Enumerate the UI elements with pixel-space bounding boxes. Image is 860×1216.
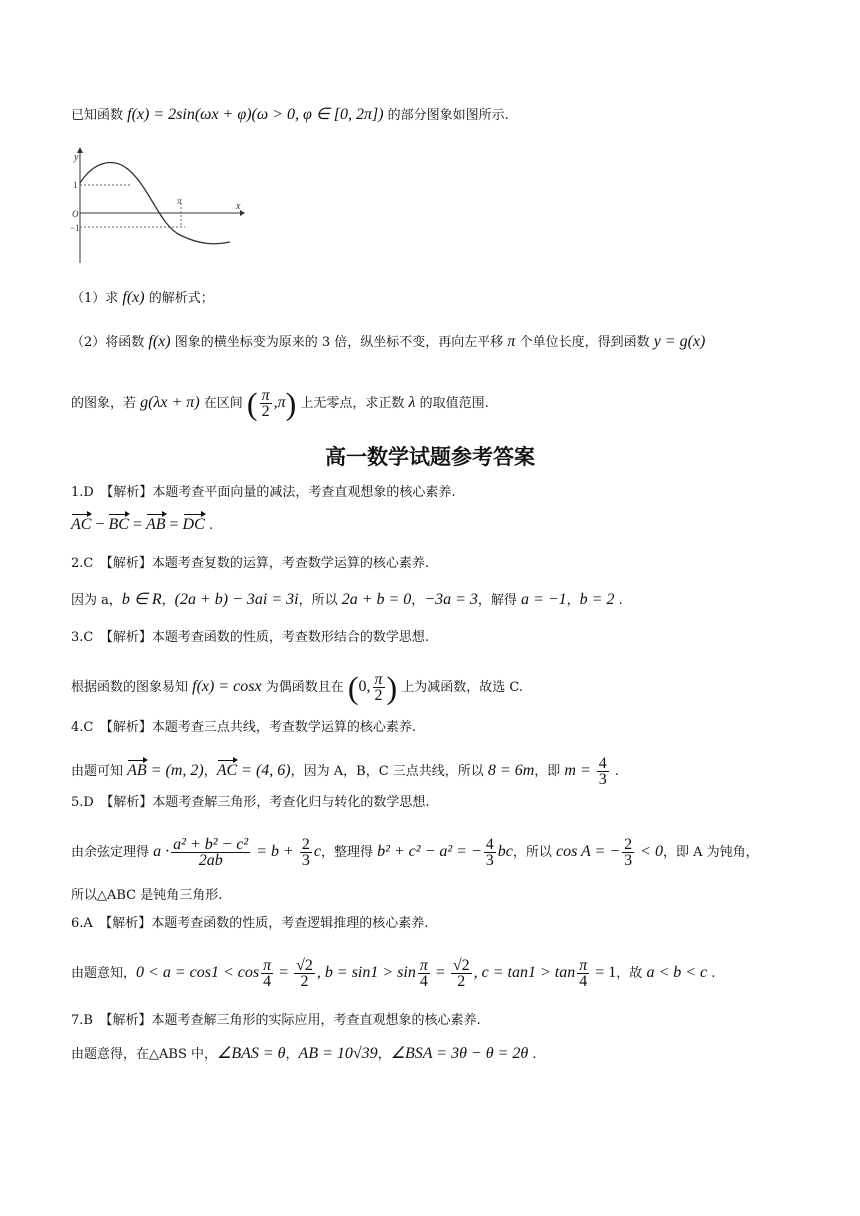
answer-1-body bbox=[71, 515, 213, 536]
op-eq: = bbox=[165, 516, 183, 533]
a5-num4: 2 bbox=[624, 836, 633, 853]
a7-t2: ∠BAS = θ bbox=[216, 1045, 286, 1062]
a5-t10: < 0 bbox=[636, 843, 663, 860]
q1-formula: f(x) bbox=[122, 289, 145, 306]
q2-interval-rest: ,π bbox=[273, 394, 286, 411]
a2-t6: 2a + b = 0 bbox=[341, 591, 412, 608]
a2-t3: ， bbox=[161, 593, 175, 608]
answer-3-body bbox=[71, 669, 524, 706]
a7-t6: ∠BSA = 3θ − θ = 2θ bbox=[390, 1045, 529, 1062]
intro-tail: 的部分图象如图所示. bbox=[383, 108, 509, 123]
q2-frac-den: 2 bbox=[261, 403, 270, 420]
a3-t1: 根据函数的图象易知 bbox=[71, 680, 193, 695]
a4-t4: = (4, 6) bbox=[237, 762, 291, 779]
answer-5-head: 5.D 【解析】本题考查解三角形，考查化归与转化的数学思想. bbox=[71, 795, 430, 810]
tick-1: 1 bbox=[73, 180, 78, 190]
a2-t12: b = 2 bbox=[579, 591, 615, 608]
a6-e1: = bbox=[275, 964, 293, 981]
a3-t4: 0, bbox=[358, 678, 371, 695]
a7-t1: 由题意得，在△ABS 中， bbox=[71, 1047, 217, 1062]
q2-fraction bbox=[260, 388, 272, 419]
vector-ac: AC bbox=[71, 516, 92, 533]
a5-t8: ，所以 bbox=[512, 845, 557, 860]
a5-t9: cos A = − bbox=[556, 843, 621, 860]
a5-fraction-4 bbox=[622, 837, 634, 868]
a5-t6: b² + c² − a² = − bbox=[377, 843, 482, 860]
answer-3-head: 3.C 【解析】本题考查函数的性质，考查数形结合的数学思想. bbox=[71, 630, 429, 645]
a2-t2: b ∈ R bbox=[121, 591, 162, 608]
a5-num3: 4 bbox=[485, 836, 494, 853]
a5-t3: = b + bbox=[252, 843, 298, 860]
vector-ab: AB bbox=[127, 762, 147, 779]
x-axis-label: x bbox=[236, 201, 241, 212]
a5-fraction-2 bbox=[300, 837, 312, 868]
a2-t5: ，所以 bbox=[298, 593, 342, 608]
a5-t5: ，整理得 bbox=[320, 845, 378, 860]
paren-open: ( bbox=[347, 669, 359, 706]
sine-curve bbox=[80, 163, 230, 244]
intro-text: 已知函数 bbox=[71, 108, 128, 123]
a4-t3: ， bbox=[203, 764, 217, 779]
answer-2-body bbox=[71, 590, 623, 611]
a6-d4: 2 bbox=[457, 973, 466, 990]
vector-dc: DC bbox=[182, 516, 205, 533]
answers-title: 高一数学试题参考答案 bbox=[325, 445, 535, 469]
a6-frac-1 bbox=[261, 958, 273, 989]
a5-t2: a · bbox=[153, 843, 170, 860]
q2-text-b: 图象的横坐标变为原来的 3 倍，纵坐标不变，再向左平移 bbox=[170, 335, 508, 350]
a6-frac-2 bbox=[294, 958, 315, 989]
a6-t1: 由题意知， bbox=[71, 966, 137, 981]
answer-1-head: 1.D 【解析】本题考查平面向量的减法，考查直观想象的核心素养. bbox=[71, 485, 456, 500]
a5-t7: bc bbox=[497, 843, 513, 860]
a6-n3: π bbox=[419, 957, 428, 974]
a3-t2: f(x) = cosx bbox=[192, 678, 262, 695]
a5-fraction-1 bbox=[171, 837, 250, 868]
tick-neg1: −1 bbox=[70, 223, 80, 233]
q2-text-e: 在区间 bbox=[199, 396, 247, 411]
a3-den: 2 bbox=[374, 687, 383, 704]
a6-frac-4 bbox=[451, 958, 472, 989]
a4-t5: ，因为 A，B，C 三点共线，所以 bbox=[290, 764, 488, 779]
a6-e2: = bbox=[431, 964, 449, 981]
origin-label: O bbox=[72, 209, 79, 219]
a3-t5: 上为减函数，故选 C. bbox=[397, 680, 524, 695]
a5-den4: 3 bbox=[624, 852, 633, 869]
answer-4-body bbox=[71, 756, 619, 787]
a6-t4: , c = tan1 > tan bbox=[473, 964, 576, 981]
y-axis-label: y bbox=[74, 152, 79, 163]
a6-t8: . bbox=[707, 966, 716, 981]
a2-t11: ， bbox=[566, 593, 580, 608]
q2-formula-f: f(x) bbox=[148, 333, 171, 350]
a2-t4: (2a + b) − 3ai = 3i bbox=[174, 591, 299, 608]
a2-t8: −3a = 3 bbox=[424, 591, 478, 608]
answer-6-head: 6.A 【解析】本题考查函数的性质，考查逻辑推理的核心素养. bbox=[71, 916, 429, 931]
q2-lambda: λ bbox=[408, 394, 416, 411]
a4-t7: ，即 bbox=[534, 764, 565, 779]
a6-t6: ，故 bbox=[616, 966, 647, 981]
a2-t10: a = −1 bbox=[521, 591, 567, 608]
paren-close: ) bbox=[386, 669, 398, 706]
q2-pi: π bbox=[507, 333, 516, 350]
answer-5-conclusion: 所以△ABC 是钝角三角形. bbox=[71, 888, 223, 903]
q2-text-g: 上无零点，求正数 bbox=[296, 396, 409, 411]
a4-fraction bbox=[597, 756, 609, 787]
a5-fraction-3 bbox=[484, 837, 496, 868]
a5-den3: 3 bbox=[485, 852, 494, 869]
a5-num1: a² + b² − c² bbox=[173, 836, 249, 853]
question-1 bbox=[71, 288, 214, 309]
a6-d1: 4 bbox=[263, 973, 272, 990]
vector-ab: AB bbox=[145, 516, 166, 533]
a3-num: π bbox=[374, 671, 383, 688]
paren-close: ) bbox=[285, 385, 297, 422]
period: . bbox=[204, 518, 214, 533]
question-2-line1 bbox=[71, 332, 705, 353]
question-2-line2 bbox=[71, 385, 489, 422]
a2-t13: . bbox=[614, 593, 623, 608]
a4-num: 4 bbox=[598, 755, 607, 772]
a5-den1: 2ab bbox=[198, 852, 223, 869]
a6-frac-3 bbox=[418, 958, 430, 989]
a6-t2: 0 < a = cos1 < cos bbox=[136, 964, 260, 981]
a7-t3: ， bbox=[285, 1047, 299, 1062]
a5-t1: 由余弦定理得 bbox=[71, 845, 154, 860]
q2-frac-num: π bbox=[261, 387, 270, 404]
q1-tail: 的解析式； bbox=[144, 291, 214, 306]
answer-6-body bbox=[71, 958, 715, 989]
paren-open: ( bbox=[246, 385, 258, 422]
a5-num2: 2 bbox=[301, 836, 310, 853]
a4-t2: = (m, 2) bbox=[146, 762, 204, 779]
tick-pi: π bbox=[177, 196, 182, 206]
op-minus: − bbox=[91, 516, 109, 533]
answer-2-head: 2.C 【解析】本题考查复数的运算，考查数学运算的核心素养. bbox=[71, 556, 429, 571]
problem-intro bbox=[71, 105, 509, 126]
a3-t3: 为偶函数且在 bbox=[261, 680, 348, 695]
vector-ac: AC bbox=[216, 762, 238, 779]
a6-n5: π bbox=[579, 957, 588, 974]
a4-den: 3 bbox=[598, 771, 607, 788]
a6-n4: √2 bbox=[452, 957, 470, 974]
q2-formula-g: y = g(x) bbox=[653, 333, 706, 350]
a4-t9: . bbox=[610, 764, 620, 779]
a7-t7: . bbox=[528, 1047, 537, 1062]
a4-t6: 8 = 6m bbox=[487, 762, 535, 779]
a3-fraction bbox=[373, 672, 385, 703]
vector-bc: BC bbox=[108, 516, 129, 533]
a5-den2: 3 bbox=[301, 852, 310, 869]
function-graph bbox=[70, 145, 245, 265]
a7-t4: AB = 10√39 bbox=[298, 1045, 378, 1062]
answer-7-body bbox=[71, 1044, 537, 1065]
a4-t1: 由题可知 bbox=[71, 764, 128, 779]
q2-text-d: 的图象，若 bbox=[71, 396, 141, 411]
a6-t3: , b = sin1 > sin bbox=[316, 964, 416, 981]
op-eq: = bbox=[128, 516, 146, 533]
a6-d2: 2 bbox=[300, 973, 309, 990]
a2-t7: ， bbox=[411, 593, 425, 608]
a5-t11: ，即 A 为钝角， bbox=[662, 845, 759, 860]
q2-formula-g2: g(λx + π) bbox=[140, 394, 200, 411]
answer-5-body bbox=[71, 837, 759, 868]
answer-7-head: 7.B 【解析】本题考查解三角形的实际应用，考查直观想象的核心素养. bbox=[71, 1013, 481, 1028]
q2-text-c: 个单位长度，得到函数 bbox=[515, 335, 654, 350]
q1-text: （1）求 bbox=[71, 291, 123, 306]
a6-d5: 4 bbox=[579, 973, 588, 990]
a2-t1: 因为 a， bbox=[71, 593, 122, 608]
a4-t8: m = bbox=[564, 762, 595, 779]
q2-text-h: 的取值范围. bbox=[415, 396, 489, 411]
a6-d3: 4 bbox=[419, 973, 428, 990]
answer-4-head: 4.C 【解析】本题考查三点共线，考查数学运算的核心素养. bbox=[71, 720, 416, 735]
intro-formula: f(x) = 2sin(ωx + φ)(ω > 0, φ ∈ [0, 2π]) bbox=[127, 106, 384, 123]
a6-n1: π bbox=[263, 957, 272, 974]
a6-t5: = 1 bbox=[591, 964, 617, 981]
a6-t7: a < b < c bbox=[646, 964, 708, 981]
a5-t4: c bbox=[313, 843, 321, 860]
a7-t5: ， bbox=[377, 1047, 391, 1062]
a2-t9: ，解得 bbox=[477, 593, 522, 608]
q2-text-a: （2）将函数 bbox=[71, 335, 149, 350]
a6-n2: √2 bbox=[296, 957, 313, 974]
a6-frac-5 bbox=[577, 958, 589, 989]
